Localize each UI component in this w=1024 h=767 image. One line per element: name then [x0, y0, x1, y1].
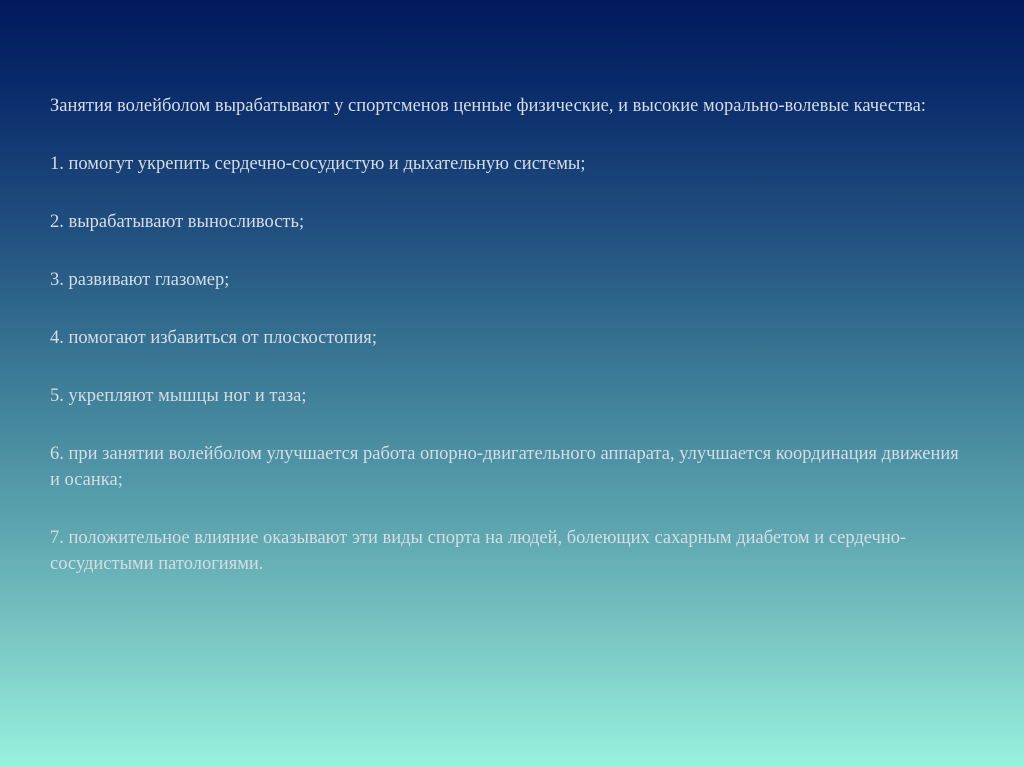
list-item-6: 6. при занятии волейболом улучшается работа опорно-двигательного аппарата, улучшается координация движения и осанка;	[50, 444, 959, 490]
slide-text-body	[50, 93, 970, 609]
list-item-1: 1. помогут укрепить сердечно-сосудистую и дыхательную системы;	[50, 154, 586, 174]
list-item-2: 2. вырабатывают выносливость;	[50, 212, 305, 232]
list-item-7: 7. положительное влияние оказывают эти виды спорта на людей, болеющих сахарным диабетом и сердечно-сосудистыми патологиями.	[50, 528, 907, 574]
list-item-4: 4. помогают избавиться от плоскостопия;	[50, 328, 377, 348]
intro-paragraph: Занятия волейболом вырабатывают у спортсменов ценные физические, и высокие морально-волевые качества:	[50, 96, 926, 116]
list-item-5: 5. укрепляют мышцы ног и таза;	[50, 386, 307, 406]
list-item-3: 3. развивают глазомер;	[50, 270, 230, 290]
